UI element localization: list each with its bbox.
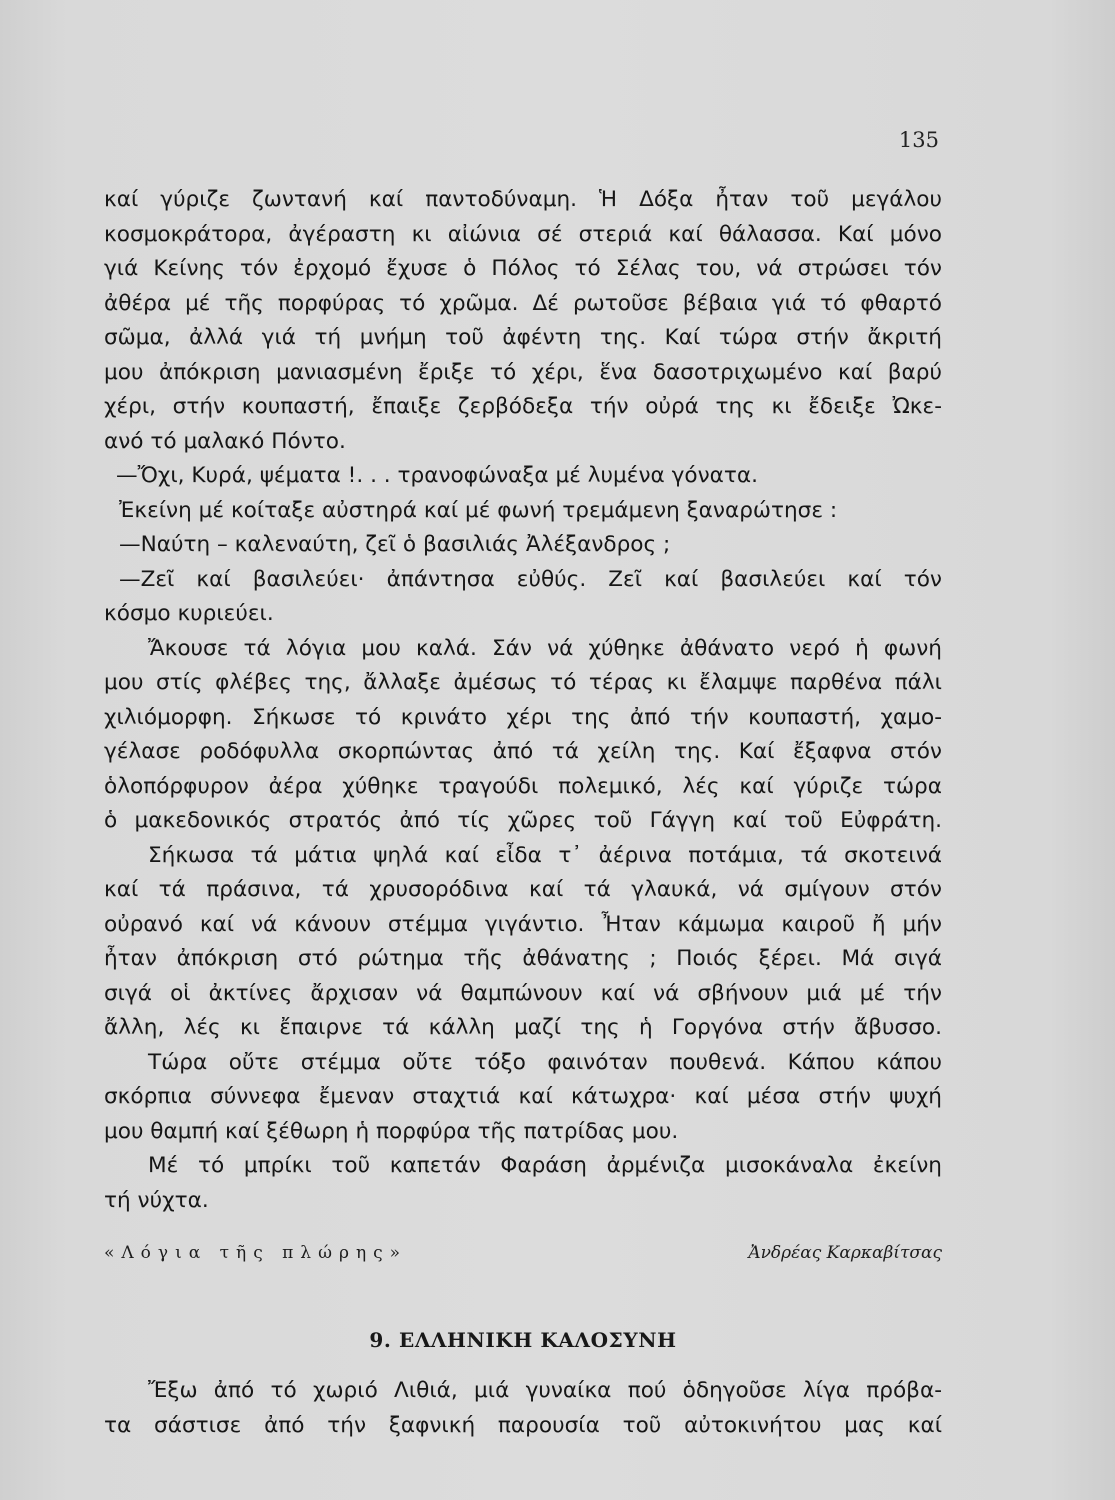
- text-line: ἦταν ἀπόκριση στό ρώτημα τῆς ἀθάνατης ; Ποιός ξέρει. Μά σιγά: [104, 946, 942, 971]
- text-line: κοσμοκράτορα, ἀγέραστη κι αἰώνια σέ στεριά καί θάλασσα. Καί μόνο: [104, 221, 942, 247]
- text-line: οὐρανό καί νά κάνουν στέμμα γιγάντιο. Ἦταν κάμωμα καιροῦ ἤ μήν: [104, 911, 942, 937]
- text-line: —Ναύτη – καλεναύτη, ζεῖ ὁ βασιλιάς Ἀλέξανδρος ;: [119, 532, 671, 557]
- text-line: τή νύχτα.: [104, 1187, 209, 1213]
- text-line: Ἄκουσε τά λόγια μου καλά. Σάν νά χύθηκε ἀθάνατο νερό ἡ φωνή: [148, 635, 942, 661]
- text-line: —Ζεῖ καί βασιλεύει· ἀπάντησα εὐθύς. Ζεῖ καί βασιλεύει καί τόν: [119, 566, 942, 592]
- text-line: Τώρα οὔτε στέμμα οὔτε τόξο φαινόταν πουθενά. Κάπου κάπου: [148, 1049, 942, 1075]
- text-line: μου ἀπόκριση μανιασμένη ἔριξε τό χέρι, ἕνα δασοτριχωμένο καί βαρύ: [104, 359, 942, 385]
- text-line: καί γύριζε ζωντανή καί παντοδύναμη. Ἡ Δόξα ἦταν τοῦ μεγάλου: [104, 187, 942, 212]
- text-line: τα σάστισε ἀπό τήν ξαφνική παρουσία τοῦ αὐτοκινήτου μας καί: [104, 1412, 942, 1438]
- text-line: σιγά οἱ ἀκτίνες ἄρχισαν νά θαμπώνουν καί νά σβήνουν μιά μέ τήν: [104, 980, 942, 1006]
- text-line: σῶμα, ἀλλά γιά τή μνήμη τοῦ ἀφέντη της. Καί τώρα στήν ἄκριτή: [104, 325, 942, 350]
- text-line: χιλιόμορφη. Σήκωσε τό κρινάτο χέρι της ἀπό τήν κουπαστή, χαμο-: [104, 704, 942, 730]
- source-author: Ἀνδρέας Καρκαβίτσας: [748, 1243, 942, 1263]
- text-line: μου θαμπή καί ξέθωρη ἡ πορφύρα τῆς πατρίδας μου.: [104, 1118, 679, 1144]
- page-number: 135: [898, 128, 939, 152]
- text-line: Μέ τό μπρίκι τοῦ καπετάν Φαράση ἀρμένιζα μισοκάναλα ἐκείνη: [148, 1153, 942, 1178]
- source-citation: [104, 1238, 942, 1268]
- text-line: γέλασε ροδόφυλλα σκορπώντας ἀπό τά χείλη της. Καί ἔξαφνα στόν: [104, 739, 942, 764]
- text-line: Σήκωσα τά μάτια ψηλά καί εἶδα τ᾽ ἀέρινα ποτάμια, τά σκοτεινά: [148, 842, 942, 868]
- text-line: μου στίς φλέβες της, ἄλλαξε ἀμέσως τό τέρας κι ἔλαμψε παρθένα πάλι: [104, 670, 942, 695]
- source-title: «Λόγια τῆς πλώρης»: [104, 1243, 408, 1263]
- text-line: σκόρπια σύννεφα ἔμεναν σταχτιά καί κάτωχρα· καί μέσα στήν ψυχή: [104, 1084, 942, 1109]
- text-line: ὁ μακεδονικός στρατός ἀπό τίς χῶρες τοῦ Γάγγη καί τοῦ Εὐφράτη.: [104, 808, 942, 833]
- section-title: 9. ΕΛΛΗΝΙΚΗ ΚΑΛΟΣΥΝΗ: [369, 1328, 677, 1352]
- text-line: κόσμο κυριεύει.: [104, 601, 274, 626]
- story-text-bottom: [104, 1374, 942, 1443]
- story-text-top: [104, 183, 942, 1218]
- text-line: Ἔξω ἀπό τό χωριό Λιθιά, μιά γυναίκα πού ὁδηγοῦσε λίγα πρόβα-: [148, 1378, 942, 1403]
- text-line: καί τά πράσινα, τά χρυσορόδινα καί τά γλαυκά, νά σμίγουν στόν: [104, 877, 942, 902]
- text-line: ὁλοπόρφυρον ἀέρα χύθηκε τραγούδι πολεμικό, λές καί γύριζε τώρα: [104, 773, 942, 799]
- text-line: γιά Κείνης τόν ἐρχομό ἔχυσε ὁ Πόλος τό Σέλας του, νά στρώσει τόν: [104, 256, 942, 281]
- text-line: ἀθέρα μέ τῆς πορφύρας τό χρῶμα. Δέ ρωτοῦσε βέβαια γιά τό φθαρτό: [104, 290, 942, 316]
- text-line: Ἐκείνη μέ κοίταξε αὐστηρά καί μέ φωνή τρεμάμενη ξαναρώτησε :: [119, 497, 838, 523]
- text-line: —Ὄχι, Κυρά, ψέματα !. . . τρανοφώναξα μέ λυμένα γόνατα.: [116, 463, 759, 488]
- text-line: χέρι, στήν κουπαστή, ἔπαιξε ζερβόδεξα τήν οὐρά της κι ἔδειξε Ὠκε-: [104, 394, 942, 419]
- text-line: ἄλλη, λές κι ἔπαιρνε τά κάλλη μαζί της ἡ Γοργόνα στήν ἄβυσσο.: [104, 1015, 942, 1040]
- text-line: ανό τό μαλακό Πόντο.: [104, 428, 346, 454]
